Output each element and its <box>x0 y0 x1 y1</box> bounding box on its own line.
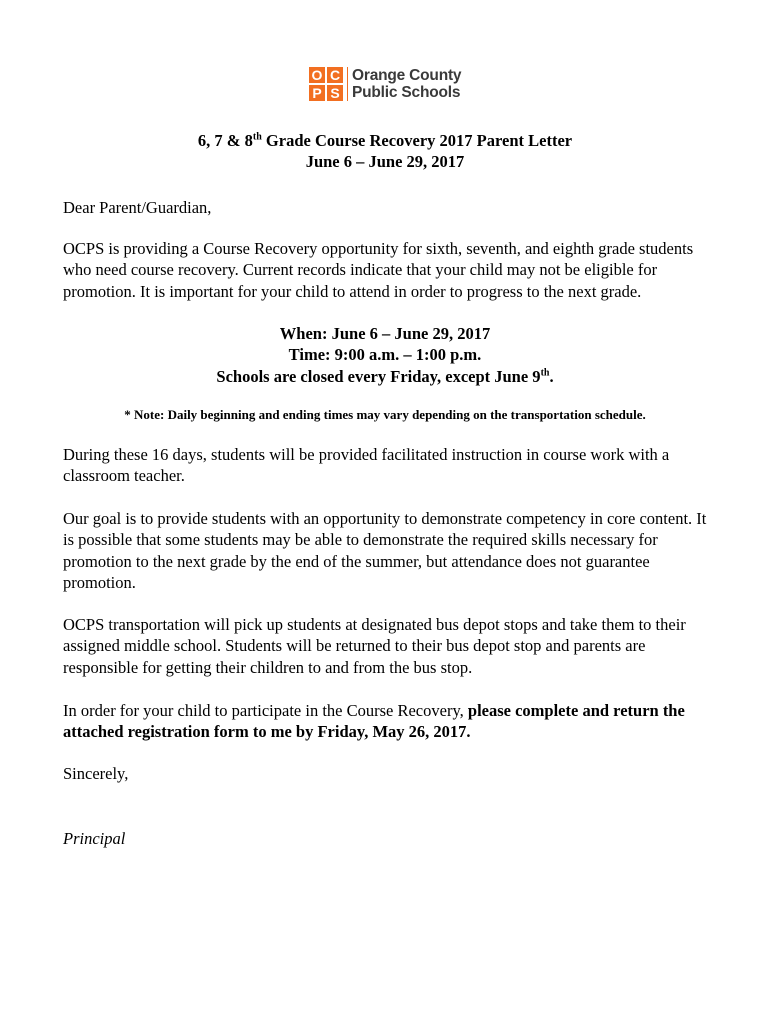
closed-pre: Schools are closed every Friday, except June 9 <box>216 367 541 386</box>
goal-paragraph: Our goal is to provide students with an opportunity to demonstrate competency in core content. It is possible that some students may be able to demonstrate the required skills necessary for promotion to the next grade by the end of the summer, but attendance does not guarantee promotion. <box>63 509 707 592</box>
title-sup: th <box>252 131 262 143</box>
logo-divider <box>347 67 348 101</box>
logo-wordmark <box>352 67 461 101</box>
schedule-time: Time: 9:00 a.m. – 1:00 p.m. <box>288 345 482 364</box>
title-pre: 6, 7 & 8 <box>197 131 253 150</box>
return-plain: In order for your child to participate in the Course Recovery, <box>63 701 468 720</box>
logo-letter-c: C <box>327 67 343 83</box>
transport-note: * Note: Daily beginning and ending times may vary depending on the transportation schedule. <box>124 407 646 422</box>
title-post: Grade Course Recovery 2017 Parent Letter <box>261 131 573 150</box>
return-bold: please complete and return the attached registration form to me by Friday, May 26, 2017. <box>63 701 685 742</box>
logo-letter-o: O <box>309 67 325 83</box>
logo-line-1: Orange County <box>352 67 462 84</box>
logo-letter-s: S <box>327 85 343 101</box>
return-paragraph <box>63 700 713 743</box>
intro-paragraph: OCPS is providing a Course Recovery opportunity for sixth, seventh, and eighth grade students who need course recovery. Current records indicate that your child may not be eligible for promotion. It is important for your child to attend in order to progress to the next grade. <box>63 239 694 301</box>
logo-mark <box>309 67 343 101</box>
closing: Sincerely, <box>63 764 129 783</box>
letter-dates: June 6 – June 29, 2017 <box>305 152 465 171</box>
logo-line-2: Public Schools <box>352 84 461 101</box>
letter-title <box>0 131 770 151</box>
signature-principal: Principal <box>63 829 126 848</box>
logo-letter-p: P <box>309 85 325 101</box>
instruction-paragraph: During these 16 days, students will be provided facilitated instruction in course work with a classroom teacher. <box>63 445 670 486</box>
closed-post: . <box>549 367 554 386</box>
schedule-closed <box>0 366 770 388</box>
closed-sup: th <box>540 367 550 379</box>
transport-paragraph: OCPS transportation will pick up students at designated bus depot stops and take them to their assigned middle school. Students will be returned to their bus depot stop and parents are responsible for getting their children to and from the bus stop. <box>63 615 686 677</box>
schedule-when: When: June 6 – June 29, 2017 <box>279 324 491 343</box>
ocps-logo <box>309 67 461 101</box>
greeting: Dear Parent/Guardian, <box>63 198 212 217</box>
